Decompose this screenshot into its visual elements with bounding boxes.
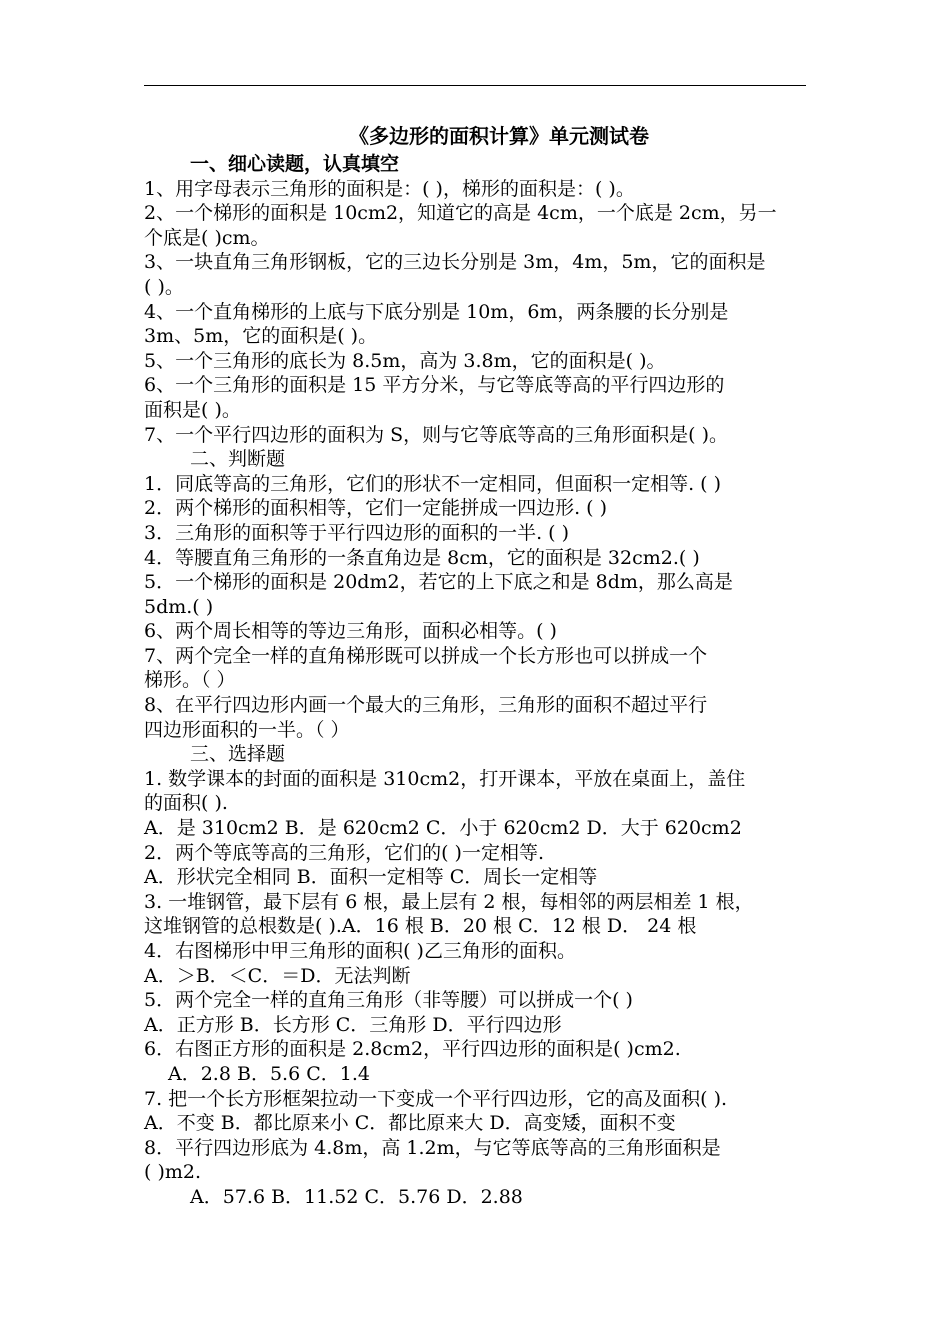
question-line: 5dm.( ) — [144, 595, 214, 618]
answer-options-line: A．57.6 B．11.52 C．5.76 D．2.88 — [190, 1185, 523, 1208]
question-line: 7. 把一个长方形框架拉动一下变成一个平行四边形，它的高及面积( ). — [144, 1087, 728, 1110]
question-line: 5、一个三角形的底长为 8.5m，高为 3.8m，它的面积是( )。 — [144, 349, 666, 372]
answer-options-line: A．形状完全相同 B．面积一定相等 C．周长一定相等 — [144, 866, 598, 889]
document-page — [144, 120, 814, 1210]
document-title: 《多边形的面积计算》单元测试卷 — [349, 124, 649, 148]
question-line: 8．平行四边形底为 4.8m，高 1.2m，与它等底等高的三角形面积是 — [144, 1136, 721, 1159]
question-line: 4．等腰直角三角形的一条直角边是 8cm，它的面积是 32cm2.( ) — [144, 546, 700, 569]
answer-options-line: A．是 310cm2 B．是 620cm2 C．小于 620cm2 D．大于 620cm2 — [144, 817, 742, 840]
question-line: 6、两个周长相等的等边三角形，面积必相等。( ) — [144, 620, 557, 643]
section-heading-multiple-choice: 三、选择题 — [190, 743, 286, 766]
question-line: 梯形。（ ） — [144, 669, 236, 692]
question-line: 2．两个梯形的面积相等，它们一定能拼成一四边形. ( ) — [144, 497, 608, 520]
question-line: 3、一块直角三角形钢板，它的三边长分别是 3m，4m，5m，它的面积是 — [144, 251, 766, 274]
question-line: 4．右图梯形中甲三角形的面积( )乙三角形的面积。 — [144, 940, 576, 962]
question-line: 2．两个等底等高的三角形，它们的( )一定相等. — [144, 841, 544, 864]
question-line: 5．两个完全一样的直角三角形（非等腰）可以拼成一个( ) — [144, 989, 633, 1012]
question-line: 2、一个梯形的面积是 10cm2，知道它的高是 4cm，一个底是 2cm，另一 — [144, 202, 777, 225]
question-line: 这堆钢管的总根数是( ).A．16 根 B．20 根 C．12 根 D． 24 根 — [144, 915, 697, 938]
question-line: 5．一个梯形的面积是 20dm2，若它的上下底之和是 8dm，那么高是 — [144, 571, 733, 594]
question-line: 3．三角形的面积等于平行四边形的面积的一半. ( ) — [144, 521, 570, 544]
question-line: 1．同底等高的三角形，它们的形状不一定相同，但面积一定相等. ( ) — [144, 472, 722, 495]
header-rule — [144, 85, 806, 86]
question-line: 面积是( )。 — [144, 398, 241, 421]
section-heading-true-false: 二、判断题 — [190, 448, 286, 471]
question-line: 的面积( ). — [144, 792, 228, 815]
question-line: ( )m2. — [144, 1161, 202, 1184]
answer-options-line: A．2.8 B．5.6 C．1.4 — [168, 1062, 370, 1085]
question-line: 四边形面积的一半。（ ） — [144, 718, 350, 741]
question-line: 个底是( )cm。 — [144, 226, 270, 249]
question-line: 6、一个三角形的面积是 15 平方分米，与它等底等高的平行四边形的 — [144, 374, 725, 397]
question-line: 6．右图正方形的面积是 2.8cm2，平行四边形的面积是( )cm2. — [144, 1038, 681, 1061]
question-line: 1. 数学课本的封面的面积是 310cm2，打开课本，平放在桌面上，盖住 — [144, 767, 746, 790]
answer-options-line: A．正方形 B．长方形 C．三角形 D．平行四边形 — [144, 1013, 562, 1036]
question-line: 1、用字母表示三角形的面积是：( )，梯形的面积是：( )。 — [144, 177, 635, 200]
question-line: 7、一个平行四边形的面积为 S，则与它等底等高的三角形面积是( )。 — [144, 423, 729, 446]
question-line: 8、在平行四边形内画一个最大的三角形，三角形的面积不超过平行 — [144, 694, 708, 717]
question-line: 3. 一堆钢管，最下层有 6 根，最上层有 2 根，每相邻的两层相差 1 根， — [144, 890, 754, 913]
answer-options-line: A．不变 B．都比原来小 C．都比原来大 D．高变矮，面积不变 — [144, 1112, 676, 1135]
answer-options-line: A．＞B．＜C．＝D．无法判断 — [144, 964, 411, 987]
section-heading-fill-in: 一、细心读题，认真填空 — [190, 153, 400, 175]
question-line: ( )。 — [144, 275, 184, 298]
question-line: 3m、5m，它的面积是( )。 — [144, 325, 378, 348]
question-line: 4、一个直角梯形的上底与下底分别是 10m，6m，两条腰的长分别是 — [144, 300, 729, 323]
question-line: 7、两个完全一样的直角梯形既可以拼成一个长方形也可以拼成一个 — [144, 644, 708, 667]
